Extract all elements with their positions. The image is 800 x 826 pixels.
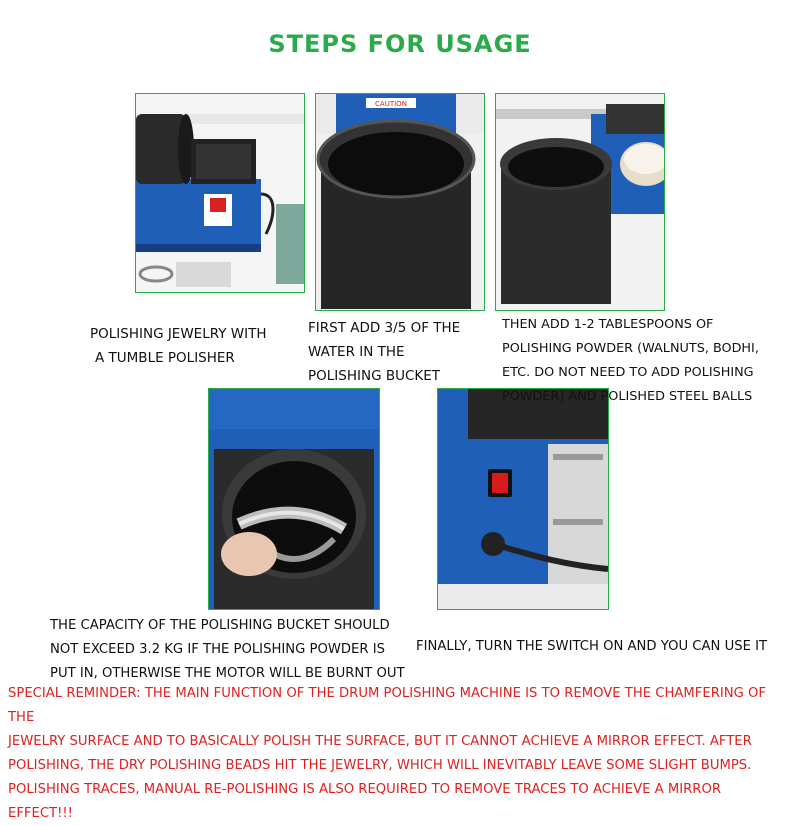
power-switch-photo: [437, 388, 609, 610]
polishing-bucket-photo: [315, 93, 485, 311]
reminder-line: JEWELRY SURFACE AND TO BASICALLY POLISH THE SURFACE, BUT IT CANNOT ACHIEVE A MIRROR EFFECT. AFTER: [8, 734, 752, 749]
caption-line: FIRST ADD 3/5 OF THE: [308, 320, 461, 336]
step-3-caption: [502, 313, 759, 409]
step-5-caption: [416, 635, 767, 659]
caption-line: THEN ADD 1-2 TABLESPOONS OF: [502, 317, 714, 332]
caption-line: POWDER) AND POLISHED STEEL BALLS: [502, 389, 753, 404]
caption-line: POLISHING JEWELRY WITH: [90, 326, 267, 342]
caption-line: FINALLY, TURN THE SWITCH ON AND YOU CAN USE IT: [416, 639, 768, 654]
bracelet-in-bucket-photo: [208, 388, 380, 610]
caption-line: PUT IN, OTHERWISE THE MOTOR WILL BE BURNT OUT: [50, 666, 405, 681]
step-2-caption: [308, 316, 460, 388]
power-switch-icon: [492, 473, 508, 493]
step-1-caption: [90, 322, 267, 370]
reminder-line: POLISHING TRACES, MANUAL RE-POLISHING IS ALSO REQUIRED TO REMOVE TRACES TO ACHIEVE A MIRROR: [8, 782, 721, 797]
caption-line: POLISHING BUCKET: [308, 368, 441, 384]
caption-line: NOT EXCEED 3.2 KG IF THE POLISHING POWDER IS: [50, 642, 385, 657]
polishing-powder-photo: [495, 93, 665, 311]
tumble-polisher-photo: [135, 93, 305, 293]
reminder-line: EFFECT!!!: [8, 806, 73, 821]
caption-line: POLISHING POWDER (WALNUTS, BODHI,: [502, 341, 759, 356]
machine-caution-label: CAUTION: [375, 100, 407, 108]
step-4-caption: [50, 614, 405, 686]
special-reminder: [8, 682, 794, 826]
caption-line: WATER IN THE: [308, 344, 405, 360]
reminder-line: SPECIAL REMINDER: THE MAIN FUNCTION OF THE DRUM POLISHING MACHINE IS TO REMOVE THE CHAMFERING OF THE: [8, 686, 767, 725]
page-title: STEPS FOR USAGE: [268, 30, 532, 58]
reminder-line: POLISHING, THE DRY POLISHING BEADS HIT THE JEWELRY, WHICH WILL INEVITABLY LEAVE SOME SLIGHT BUMPS.: [8, 758, 752, 773]
caption-line: A TUMBLE POLISHER: [95, 350, 235, 366]
caption-line: THE CAPACITY OF THE POLISHING BUCKET SHOULD: [50, 618, 390, 633]
caption-line: ETC. DO NOT NEED TO ADD POLISHING: [502, 365, 754, 380]
